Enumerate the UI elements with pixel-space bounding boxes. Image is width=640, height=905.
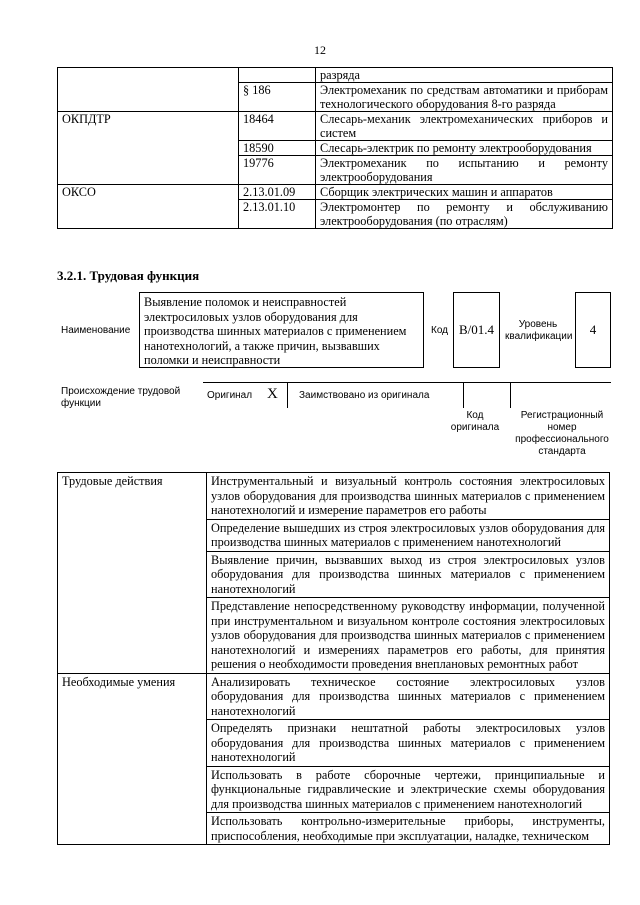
cell-divider [287, 382, 288, 408]
table-row [58, 112, 613, 141]
table-cell-text: Использовать в работе сборочные чертежи, принципиальные и функциональные гидравлические и электрические схемы оборудования для производства шинных материалов с применением нанотехнологий [207, 766, 610, 813]
table-cell-group [58, 68, 239, 112]
table-row [58, 185, 613, 200]
code-caption: Код оригинала [450, 410, 500, 433]
table-cell-code: § 186 [239, 83, 316, 112]
row-header-labor-actions: Трудовые действия [58, 473, 207, 674]
function-name-box: Выявление поломок и неисправностей электросиловых узлов оборудования для производства шинных материалов с применением нанотехнологий, а также причин, вызвавших поломки и неисправности [139, 292, 424, 368]
table-cell-text: Выявление причин, вызвавших выход из строя электросиловых узлов оборудования для производства шинных материалов с применением нанотехнологий [207, 551, 610, 598]
level-label: Уровень квалификации [505, 319, 573, 342]
table-cell-code: 2.13.01.09 [239, 185, 316, 200]
classification-table [57, 67, 613, 229]
table-row [58, 673, 610, 720]
table-cell-name: Слесарь-механик электромеханических приборов и систем [316, 112, 613, 141]
table-cell-name: Электромеханик по испытанию и ремонту электрооборудования [316, 156, 613, 185]
table-cell-code: 2.13.01.10 [239, 200, 316, 229]
table-cell-name: Электромонтер по ремонту и обслуживанию электрооборудования (по отраслям) [316, 200, 613, 229]
table-cell-code [239, 68, 316, 83]
function-code-box: B/01.4 [453, 292, 500, 368]
table-row [58, 68, 613, 83]
table-cell-text: Инструментальный и визуальный контроль состояния электросиловых узлов оборудования для производства шинных материалов с применением нанотехнологий и измерение параметров его работы [207, 473, 610, 520]
origin-top-line [203, 382, 611, 383]
reg-caption: Регистрационный номер профессионального стандарта [515, 410, 609, 457]
table-cell-group: ОКПДТР [58, 112, 239, 185]
qualification-level-box: 4 [575, 292, 611, 368]
table-cell-text: Использовать контрольно-измерительные приборы, инструменты, приспособления, необходимые при эксплуатации, наладке, техническом [207, 813, 610, 845]
borrowed-label: Заимствовано из оригинала [299, 390, 430, 401]
table-row [58, 473, 610, 520]
section-title: 3.2.1. Трудовая функция [57, 268, 200, 283]
table-cell-text: Определять признаки нештатной работы электросиловых узлов оборудования для производства шинных материалов с применением нанотехнологий [207, 720, 610, 767]
table-cell-name: разряда [316, 68, 613, 83]
page-number: 12 [314, 43, 326, 57]
original-mark: X [267, 386, 278, 402]
table-cell-code: 18464 [239, 112, 316, 141]
table-cell-text: Определение вышедших из строя электросиловых узлов оборудования для производства шинных материалов с применением нанотехнологий [207, 519, 610, 551]
table-cell-code: 19776 [239, 156, 316, 185]
original-label: Оригинал [207, 390, 253, 401]
table-cell-name: Электромеханик по средствам автоматики и приборам технологического оборудования 8-го разряда [316, 83, 613, 112]
table-cell-group: ОКСО [58, 185, 239, 229]
origin-row [203, 382, 611, 408]
table-cell-text: Представление непосредственному руководству информации, полученной при инструментальном и визуальном контроле состояния электросиловых узлов оборудования для производства шинных материалов с применением нанотехнологий и измерениях параметров его работы, для принятия решения о необходимости проведения внеплановых ремонтных работ [207, 598, 610, 674]
origin-label: Происхождение трудовой функции [61, 386, 181, 409]
cell-divider [510, 382, 511, 408]
table-cell-text: Анализировать техническое состояние электросиловых узлов оборудования для производства шинных материалов с применением нанотехнологий [207, 673, 610, 720]
table-cell-code: 18590 [239, 141, 316, 156]
details-table [57, 472, 610, 845]
table-cell-name: Слесарь-электрик по ремонту электрооборудования [316, 141, 613, 156]
table-cell-name: Сборщик электрических машин и аппаратов [316, 185, 613, 200]
row-header-required-skills: Необходимые умения [58, 673, 207, 845]
code-label: Код [431, 325, 449, 336]
name-label: Наименование [61, 325, 131, 336]
